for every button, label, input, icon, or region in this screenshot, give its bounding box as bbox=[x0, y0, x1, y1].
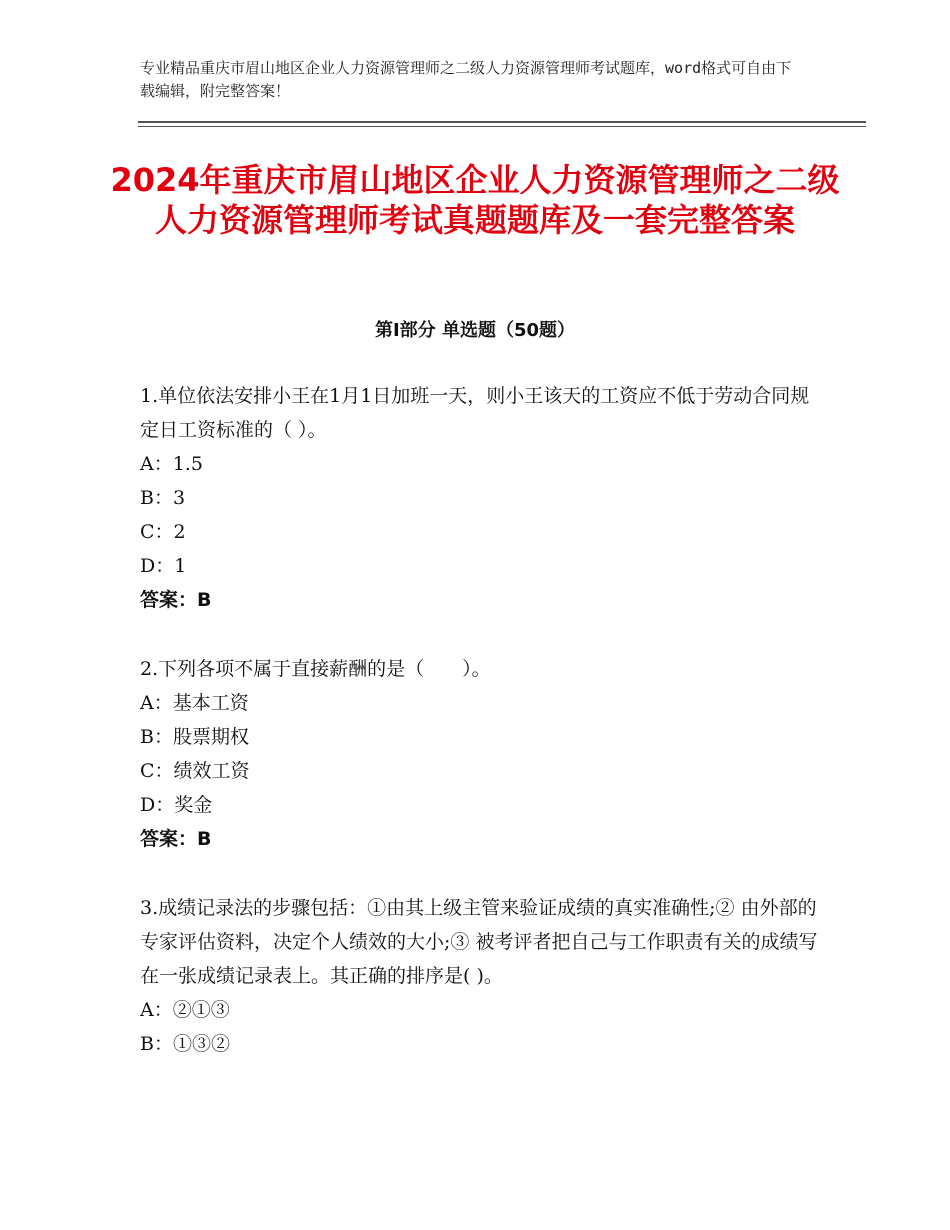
option-a: A：1.5 bbox=[140, 453, 203, 475]
option-d: D：1 bbox=[140, 555, 187, 577]
option-b: B：3 bbox=[140, 487, 186, 509]
header-note: 专业精品重庆市眉山地区企业人力资源管理师之二级人力资源管理师考试题库，word格式可自由下载编辑，附完整答案！ bbox=[140, 59, 792, 100]
question-3 bbox=[140, 891, 820, 1061]
option-b: B：①③② bbox=[140, 1033, 230, 1055]
answer-line: 答案：B bbox=[140, 589, 212, 611]
question-stem: 1.单位依法安排小王在1月1日加班一天，则小王该天的工资应不低于劳动合同规定日工资标准的（ ）。 bbox=[140, 385, 810, 441]
header-divider-thin bbox=[138, 126, 866, 127]
option-b: B：股票期权 bbox=[140, 726, 249, 748]
question-stem: 3.成绩记录法的步骤包括：①由其上级主管来验证成绩的真实准确性;② 由外部的专家评估资料，决定个人绩效的大小;③ 被考评者把自己与工作职责有关的成绩写在一张成绩记录表上。其正确的排序是( )。 bbox=[140, 897, 818, 987]
option-c: C：2 bbox=[140, 521, 186, 543]
option-a: A：②①③ bbox=[140, 999, 230, 1021]
option-a: A：基本工资 bbox=[140, 692, 249, 714]
question-2 bbox=[140, 652, 820, 856]
question-stem: 2.下列各项不属于直接薪酬的是（ ）。 bbox=[140, 658, 491, 680]
option-c: C：绩效工资 bbox=[140, 760, 250, 782]
header-divider bbox=[138, 121, 866, 123]
option-d: D：奖金 bbox=[140, 794, 213, 816]
answer-line: 答案：B bbox=[140, 828, 212, 850]
document-title: 2024年重庆市眉山地区企业人力资源管理师之二级人力资源管理师考试真题题库及一套完整答案 bbox=[110, 161, 840, 239]
section-heading: 第Ⅰ部分 单选题（50题） bbox=[374, 320, 575, 341]
question-1 bbox=[140, 379, 820, 617]
